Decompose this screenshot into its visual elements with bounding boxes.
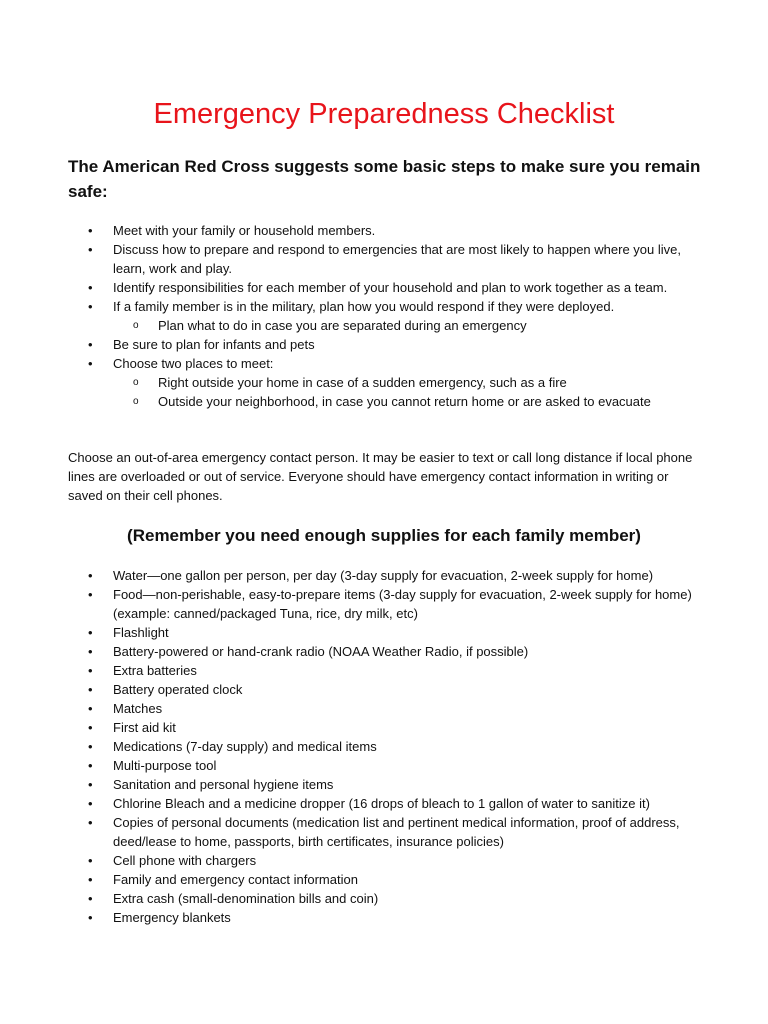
steps-list [88, 221, 708, 411]
supply-text: Family and emergency contact information [113, 872, 358, 887]
supply-text: Battery operated clock [113, 682, 243, 697]
list-item [88, 737, 708, 756]
supply-text: Cell phone with chargers [113, 853, 257, 868]
sub-step-text: Plan what to do in case you are separated during an emergency [158, 318, 527, 333]
list-item [88, 794, 708, 813]
supply-text: Chlorine Bleach and a medicine dropper (16 drops of bleach to 1 gallon of water to sanitize it) [113, 796, 650, 811]
list-item [88, 889, 708, 908]
step-text: Meet with your family or household members. [113, 223, 376, 238]
list-item [88, 566, 708, 585]
list-item [88, 297, 708, 335]
list-item [88, 870, 708, 889]
step-text: Choose two places to meet: [113, 356, 274, 371]
supply-text: Emergency blankets [113, 910, 231, 925]
supply-text: Copies of personal documents (medication list and pertinent medical information, proof of address, deed/lease to home, passports, birth certificates, insurance policies) [113, 815, 680, 849]
supply-text: Sanitation and personal hygiene items [113, 777, 334, 792]
list-item [88, 908, 708, 927]
sub-step-text: Outside your neighborhood, in case you cannot return home or are asked to evacuate [158, 394, 651, 409]
list-item [88, 642, 708, 661]
supplies-list [88, 566, 708, 927]
supply-text: Flashlight [113, 625, 169, 640]
list-item [88, 851, 708, 870]
step-text: Be sure to plan for infants and pets [113, 337, 315, 352]
list-item [88, 680, 708, 699]
list-item [88, 335, 708, 354]
step-text: Discuss how to prepare and respond to emergencies that are most likely to happen where you live, learn, work and play. [113, 242, 681, 276]
supply-text: Extra cash (small-denomination bills and coin) [113, 891, 379, 906]
supply-text: First aid kit [113, 720, 176, 735]
list-item [88, 240, 708, 278]
list-item [88, 278, 708, 297]
list-item [88, 699, 708, 718]
supply-text: Matches [113, 701, 163, 716]
sub-list [113, 373, 708, 411]
list-item [88, 813, 708, 851]
supply-text: Battery-powered or hand-crank radio (NOAA Weather Radio, if possible) [113, 644, 529, 659]
sub-list-item [113, 316, 708, 335]
list-item [88, 718, 708, 737]
supply-text: Multi-purpose tool [113, 758, 217, 773]
sub-step-text: Right outside your home in case of a sudden emergency, such as a fire [158, 375, 567, 390]
supply-text: Medications (7-day supply) and medical items [113, 739, 377, 754]
list-item [88, 661, 708, 680]
supply-text: Food—non-perishable, easy-to-prepare items (3-day supply for evacuation, 2-week supply for home) (example: canned/packaged Tuna, rice, dry milk, etc) [113, 587, 692, 621]
list-item [88, 354, 708, 411]
supply-text: Water—one gallon per person, per day (3-day supply for evacuation, 2-week supply for home) [113, 568, 654, 583]
intro-heading: The American Red Cross suggests some basic steps to make sure you remain safe: [68, 157, 701, 201]
sub-list [113, 316, 708, 335]
list-item [88, 221, 708, 240]
list-item [88, 623, 708, 642]
step-text: Identify responsibilities for each member of your household and plan to work together as a team. [113, 280, 668, 295]
list-item [88, 775, 708, 794]
supplies-heading: (Remember you need enough supplies for each family member) [127, 526, 641, 545]
contact-paragraph: Choose an out-of-area emergency contact person. It may be easier to text or call long distance if local phone lines are overloaded or out of service. Everyone should have emergency contact information in writing or saved on their cell phones. [68, 450, 693, 503]
step-text: If a family member is in the military, plan how you would respond if they were deployed. [113, 299, 615, 314]
list-item [88, 585, 708, 623]
list-item [88, 756, 708, 775]
supply-text: Extra batteries [113, 663, 197, 678]
page-title: Emergency Preparedness Checklist [153, 98, 615, 130]
sub-list-item [113, 392, 708, 411]
sub-list-item [113, 373, 708, 392]
